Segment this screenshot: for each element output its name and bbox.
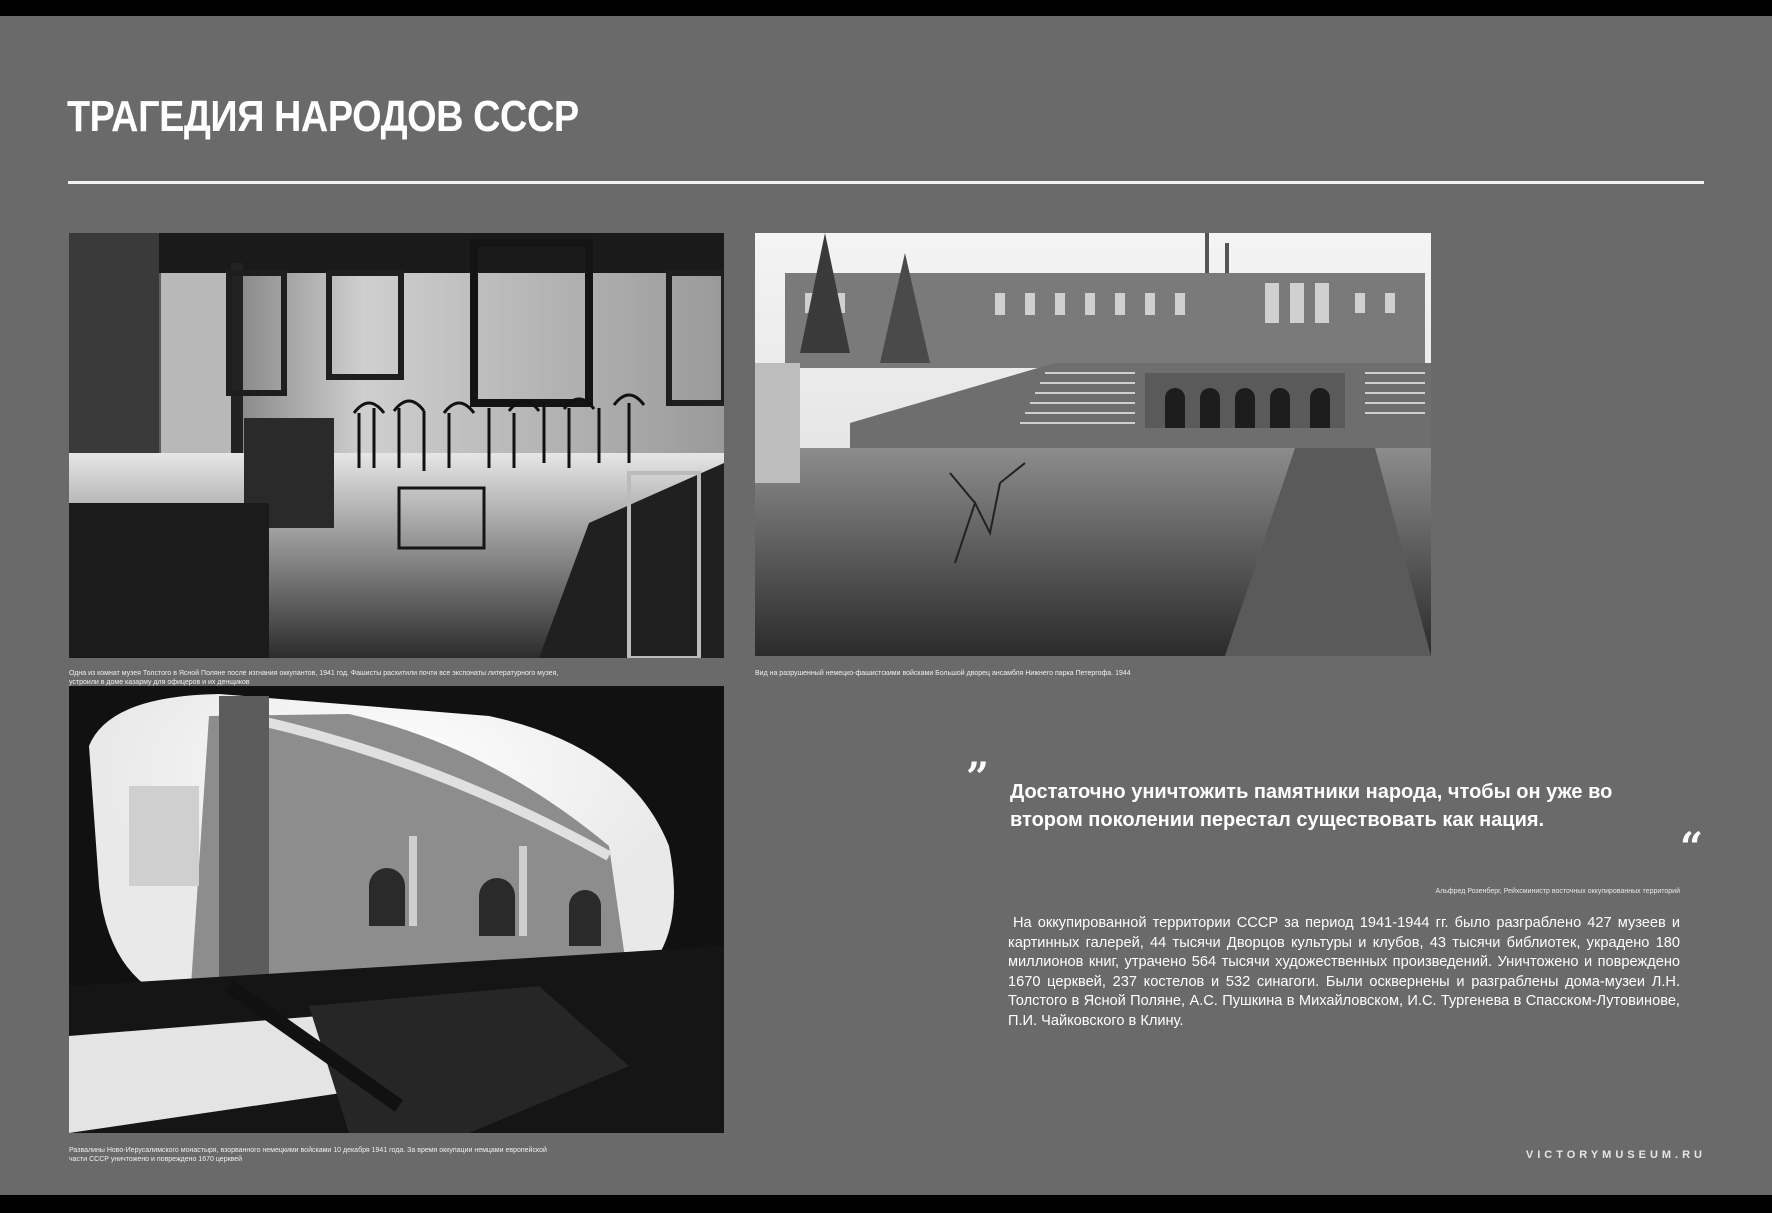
- photo-peterhof-palace-ruins: [755, 233, 1431, 656]
- caption-line: Одна из комнат музея Толстого в Ясной Поляне после изгнания оккупантов, 1941 год. Фашисты расхитили почти все экспонаты литературного музея,: [69, 670, 559, 677]
- poster: [0, 16, 1772, 1195]
- caption-line: части СССР уничтожено и повреждено 1670 церквей: [69, 1156, 243, 1163]
- photo-tolstoy-museum-room: [69, 233, 724, 658]
- photo-caption: [69, 1146, 639, 1164]
- caption-line: Развалины Ново-Иерусалимского монастыря, взорванного немецкими войсками 10 декабря 1941 года. За время оккупации немцами европейской: [69, 1147, 547, 1154]
- opening-quote-mark: ”: [966, 754, 990, 801]
- photo-new-jerusalem-monastery-ruins: [69, 686, 724, 1133]
- title-divider: [68, 181, 1704, 184]
- quote-text: Достаточно уничтожить памятники народа, чтобы он уже во втором поколении перестал существовать как нация.: [1010, 781, 1613, 831]
- body-paragraph: На оккупированной территории СССР за период 1941-1944 гг. было разграблено 427 музеев и картинных галерей, 44 тысячи Дворцов культуры и клубов, 43 тысячи библиотек, украдено 180 миллионов книг, утрачено 564 тысячи художественных произведений. Уничтожено и повреждено 1670 церквей, 237 костелов и 532 синагоги. Были осквернены и разграблены дома-музеи Л.Н. Толстого в Ясной Поляне, А.С. Пушкина в Михайловском, И.С. Тургенева в Спасском-Лутовинове, П.И. Чайковского в Клину.: [1008, 915, 1680, 1029]
- site-link[interactable]: VICTORYMUSEUM.RU: [1525, 1149, 1706, 1161]
- caption-line: Вид на разрушенный немецко-фашистскими войсками Большой дворец ансамбля Нижнего парка Петергофа. 1944: [755, 670, 1131, 677]
- page-title: ТРАГЕДИЯ НАРОДОВ СССР: [67, 92, 579, 141]
- caption-line: устроили в доме казарму для офицеров и их денщиков: [69, 679, 250, 686]
- photo-caption: [755, 669, 1375, 678]
- quote-attribution: Альфред Розенберг, Рейхсминистр восточных оккупированных территорий: [1435, 888, 1680, 895]
- photo-caption: [69, 669, 669, 687]
- closing-quote-mark: “: [1680, 824, 1704, 871]
